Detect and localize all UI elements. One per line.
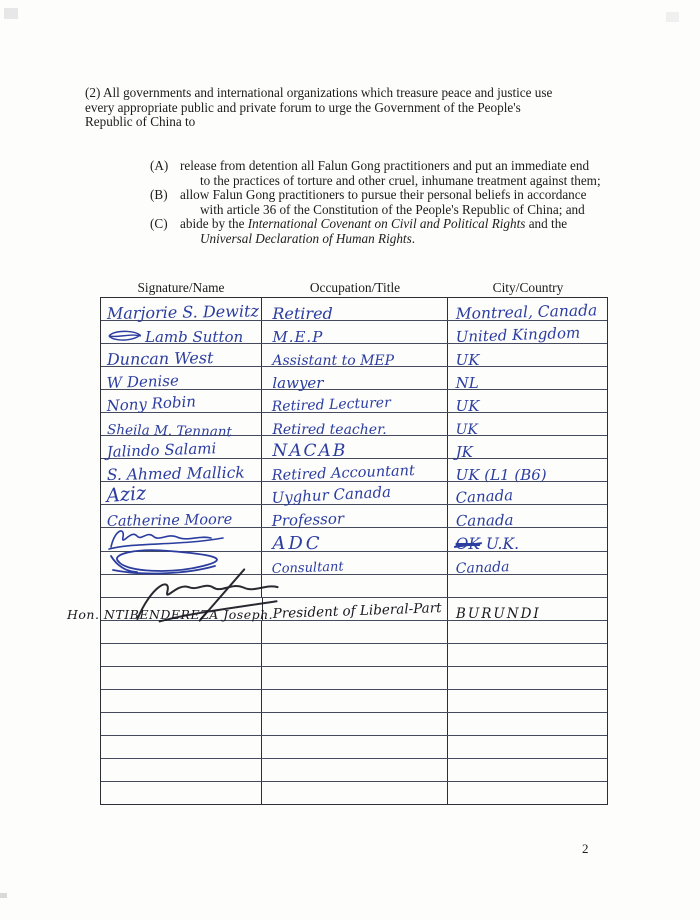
occupation-cell bbox=[263, 598, 448, 623]
table-row bbox=[101, 482, 607, 508]
occupation-text: Retired bbox=[272, 304, 333, 324]
occupation-cell bbox=[262, 298, 447, 324]
occupation-cell bbox=[262, 690, 447, 712]
table-row-empty bbox=[101, 759, 607, 782]
item-text: abide by the bbox=[180, 216, 248, 232]
occupation-text: ADC bbox=[272, 532, 323, 554]
scan-artifact-top-left bbox=[4, 8, 18, 19]
item-text: with article 36 of the Constitution of the People's Republic of China; and bbox=[200, 201, 585, 217]
table-row-empty bbox=[101, 782, 607, 805]
occupation-text: Retired teacher. bbox=[272, 422, 387, 439]
scan-artifact-top-right bbox=[666, 12, 679, 22]
table-row-empty bbox=[101, 644, 607, 667]
occupation-cell bbox=[262, 644, 447, 666]
signature-cell bbox=[101, 436, 262, 462]
column-header-city-country: City/Country bbox=[492, 280, 564, 295]
signature-cell bbox=[101, 736, 262, 758]
city-cell bbox=[448, 298, 607, 323]
city-text: Canada bbox=[455, 511, 514, 531]
petition-item bbox=[150, 216, 601, 246]
signature-cell bbox=[101, 690, 262, 712]
column-header-signature-name: Signature/Name bbox=[137, 280, 225, 295]
signature-cell bbox=[101, 367, 262, 393]
signature-cell bbox=[101, 713, 262, 735]
city-text: U.K. bbox=[485, 535, 519, 554]
city-cell bbox=[448, 621, 607, 643]
signature-name-text: S. Ahmed Mallick bbox=[106, 463, 245, 484]
signature-cell bbox=[101, 782, 262, 805]
item-label: (C) bbox=[150, 216, 168, 232]
table-row bbox=[101, 367, 607, 393]
table-column-headers bbox=[100, 280, 608, 296]
city-cell bbox=[448, 321, 607, 347]
item-line bbox=[180, 203, 601, 218]
city-cell bbox=[448, 390, 607, 416]
city-cell bbox=[448, 598, 607, 623]
petition-items-list bbox=[150, 158, 601, 247]
signature-name-text: Sheila M. Tennant bbox=[106, 421, 233, 440]
city-cell bbox=[448, 459, 607, 485]
signature-flourish-scribble bbox=[107, 329, 143, 343]
large-black-signature-scribble bbox=[126, 564, 289, 627]
occupation-cell bbox=[262, 528, 447, 554]
city-text-struck-out: OK bbox=[455, 535, 480, 554]
occupation-text: Uyghur Canada bbox=[271, 483, 392, 508]
signature-name-text: Duncan West bbox=[106, 348, 214, 370]
column-header-occupation-title: Occupation/Title bbox=[309, 280, 401, 295]
signature-cell bbox=[101, 321, 262, 347]
scan-artifact-bottom-left bbox=[0, 893, 7, 898]
city-cell bbox=[448, 436, 607, 462]
city-cell bbox=[448, 505, 607, 531]
city-cell bbox=[448, 736, 607, 758]
city-text: Canada bbox=[455, 558, 510, 577]
city-text: NL bbox=[455, 374, 479, 393]
occupation-cell bbox=[262, 321, 447, 347]
item-text-italic: Universal Declaration of Human Rights bbox=[200, 230, 412, 246]
item-line bbox=[180, 188, 601, 203]
intro-paragraph bbox=[85, 86, 552, 130]
signature-cell bbox=[101, 344, 262, 370]
table-row bbox=[101, 321, 607, 347]
occupation-text: Assistant to MEP bbox=[272, 353, 395, 370]
city-text: BURUNDI bbox=[455, 606, 541, 623]
occupation-text: Professor bbox=[271, 509, 345, 531]
occupation-cell bbox=[262, 505, 447, 531]
item-label: (B) bbox=[150, 187, 168, 203]
city-cell bbox=[448, 690, 607, 712]
signature-cell bbox=[101, 644, 262, 666]
city-cell bbox=[448, 759, 607, 781]
city-cell bbox=[448, 667, 607, 689]
city-cell bbox=[448, 575, 607, 597]
signature-cell bbox=[101, 298, 262, 324]
table-row bbox=[101, 436, 607, 462]
city-text: Montreal, Canada bbox=[455, 300, 598, 323]
occupation-cell bbox=[262, 736, 447, 758]
signature-cell bbox=[101, 413, 262, 440]
item-text: to the practices of torture and other cruel, inhumane treatment against them; bbox=[200, 172, 601, 188]
occupation-text: lawyer bbox=[272, 374, 324, 393]
city-cell bbox=[448, 413, 607, 439]
signature-name-text: Marjorie S. Dewitz bbox=[106, 301, 260, 324]
occupation-cell bbox=[262, 552, 447, 577]
occupation-cell bbox=[262, 575, 447, 597]
signature-cell bbox=[101, 759, 262, 781]
city-cell bbox=[448, 552, 607, 577]
signature-cell bbox=[101, 621, 262, 643]
signature-cell bbox=[101, 482, 262, 508]
occupation-text: President of Liberal-Part bbox=[272, 600, 442, 623]
signature-name-text: Nony Robin bbox=[106, 392, 197, 416]
city-text: Canada bbox=[454, 486, 514, 508]
city-text: UK bbox=[455, 422, 478, 439]
signature-name-text: W Denise bbox=[106, 371, 180, 393]
item-text: . bbox=[411, 230, 416, 246]
occupation-cell bbox=[262, 667, 447, 689]
item-text: release from detention all Falun Gong practitioners and put an immediate end bbox=[180, 158, 590, 173]
occupation-cell bbox=[262, 459, 447, 484]
occupation-cell bbox=[262, 436, 447, 462]
signature-cell bbox=[101, 667, 262, 689]
city-text: JK bbox=[455, 443, 473, 462]
city-cell bbox=[448, 782, 607, 805]
occupation-text: Retired Accountant bbox=[271, 462, 416, 484]
occupation-cell bbox=[262, 759, 447, 781]
occupation-cell bbox=[262, 413, 447, 439]
city-text: United Kingdom bbox=[455, 323, 581, 347]
item-line bbox=[180, 174, 601, 189]
item-text: allow Falun Gong practitioners to pursue their personal beliefs in accordance bbox=[180, 187, 587, 203]
occupation-text: M.E.P bbox=[272, 328, 324, 347]
petition-item bbox=[150, 187, 601, 217]
occupation-cell bbox=[262, 782, 447, 805]
signature-cell bbox=[101, 390, 262, 416]
table-row-empty bbox=[101, 667, 607, 690]
city-cell bbox=[448, 482, 607, 508]
signature-name-text: Lamb Sutton bbox=[145, 328, 244, 347]
signature-name-text: Hon. NTIBENDEREZA Joseph. bbox=[67, 607, 274, 623]
city-cell bbox=[448, 367, 607, 393]
city-cell bbox=[448, 713, 607, 735]
table-row-empty bbox=[101, 736, 607, 759]
city-text: UK bbox=[455, 397, 480, 416]
city-text: UK (L1 (B6) bbox=[455, 466, 547, 485]
occupation-text: NACAB bbox=[272, 441, 348, 462]
table-row bbox=[101, 298, 607, 324]
table-row bbox=[101, 459, 607, 485]
signature-table bbox=[67, 297, 608, 805]
signature-cell bbox=[101, 459, 262, 484]
page-number: 2 bbox=[582, 841, 589, 856]
occupation-text: Consultant bbox=[271, 559, 345, 577]
city-cell bbox=[448, 644, 607, 666]
city-cell bbox=[448, 528, 607, 554]
signature-name-text: Catherine Moore bbox=[106, 511, 233, 530]
occupation-cell bbox=[262, 713, 447, 735]
item-text: and the bbox=[525, 216, 568, 232]
table-row-empty bbox=[101, 713, 607, 736]
occupation-cell bbox=[262, 390, 447, 416]
occupation-cell bbox=[262, 482, 447, 508]
occupation-cell bbox=[262, 344, 447, 370]
occupation-cell bbox=[262, 621, 447, 643]
intro-line: Republic of China to bbox=[85, 114, 196, 130]
table-row bbox=[101, 390, 607, 416]
occupation-text: Retired Lecturer bbox=[271, 395, 392, 416]
item-text-italic: International Covenant on Civil and Political Rights bbox=[247, 216, 526, 232]
table-row bbox=[101, 344, 607, 370]
intro-line: every appropriate public and private forum to urge the Government of the People's bbox=[85, 99, 521, 115]
signature-name-text: Aziz bbox=[105, 482, 147, 508]
signature-name-text: Jalindo Salami bbox=[106, 439, 217, 462]
item-line bbox=[180, 159, 601, 174]
table-row bbox=[101, 413, 607, 440]
city-cell bbox=[448, 344, 607, 370]
city-text: UK bbox=[455, 351, 480, 370]
table-row-empty bbox=[101, 690, 607, 713]
petition-item bbox=[150, 158, 601, 188]
item-line bbox=[180, 232, 601, 247]
intro-line: (2) All governments and international organizations which treasure peace and justice use bbox=[85, 85, 553, 100]
occupation-cell bbox=[262, 367, 447, 393]
item-label: (A) bbox=[150, 158, 169, 173]
item-line bbox=[180, 217, 601, 232]
